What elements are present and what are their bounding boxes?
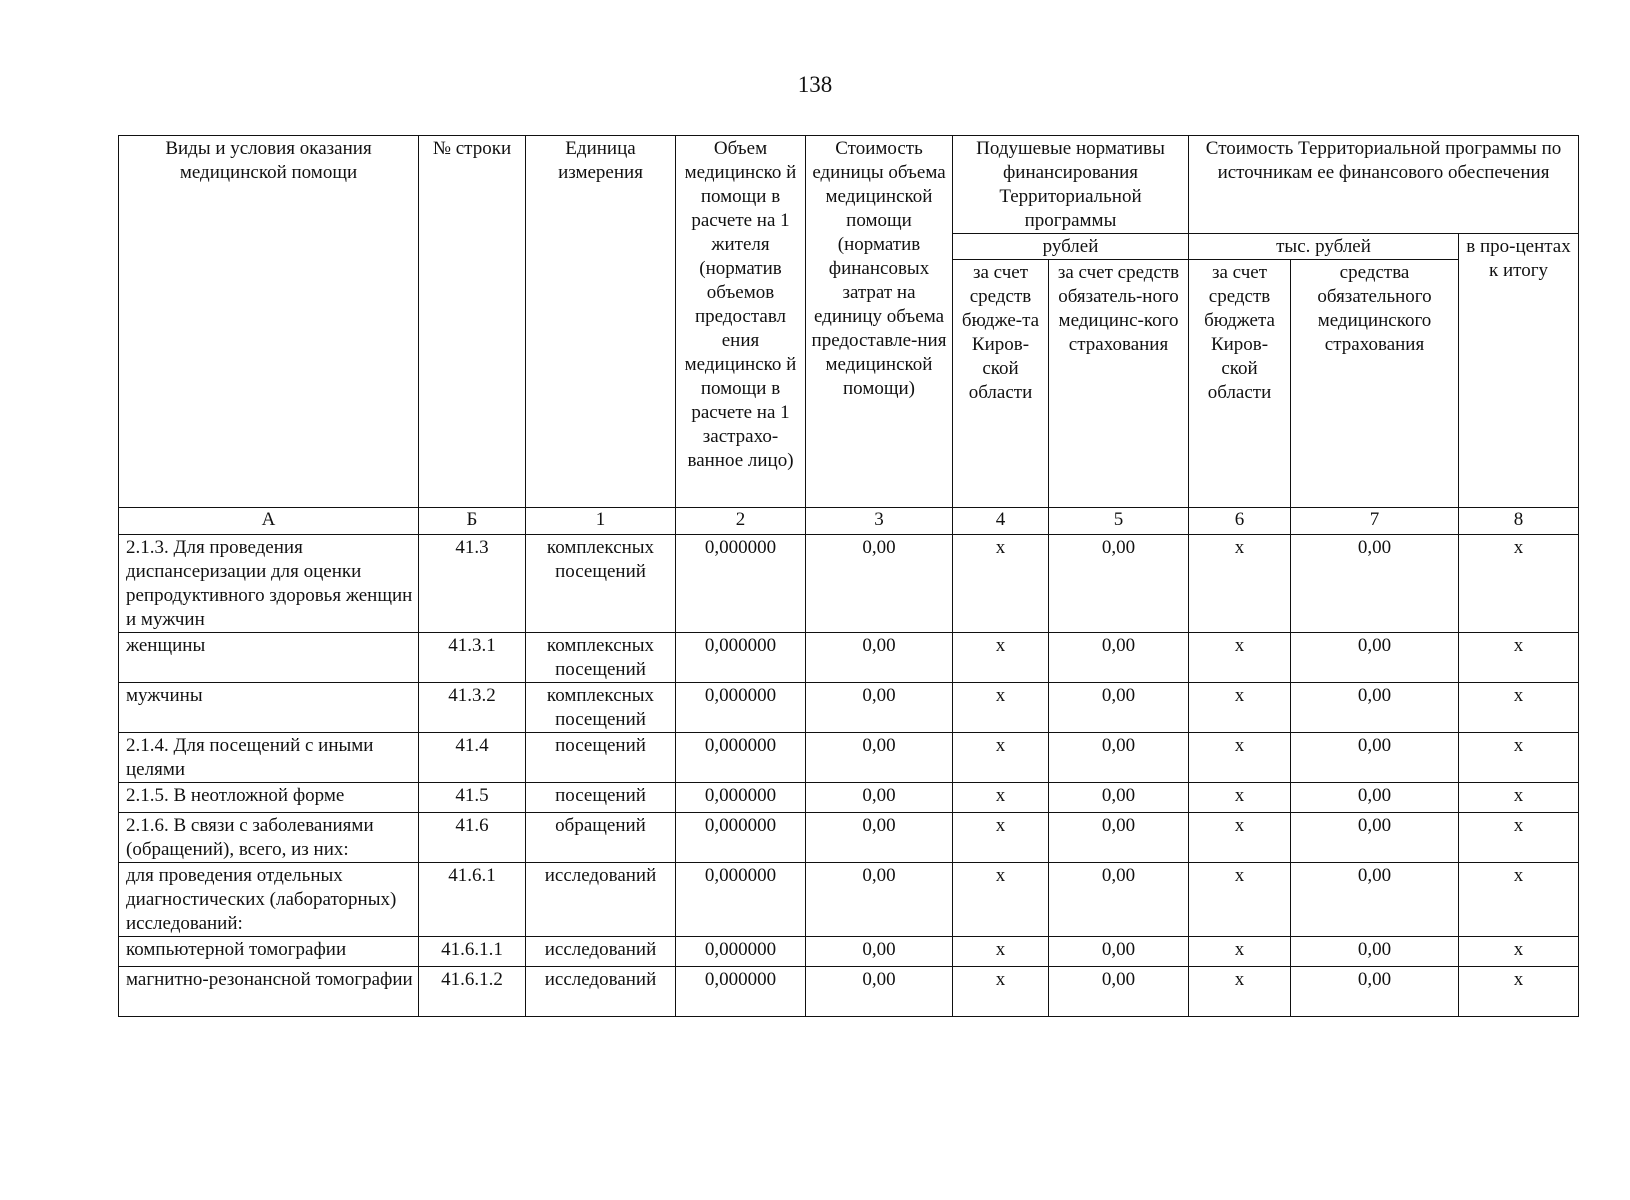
row-percent: х — [1459, 783, 1579, 813]
header-per-capita-norms: Подушевые нормативы финансирования Территориальной программы — [953, 136, 1189, 234]
row-name: 2.1.6. В связи с заболеваниями (обращений), всего, из них: — [119, 813, 419, 863]
row-oms-norm: 0,00 — [1049, 733, 1189, 783]
table-row — [119, 535, 1579, 633]
row-budget-cost: х — [1189, 937, 1291, 967]
row-line-number: 41.6.1 — [419, 863, 526, 937]
header-rubles: рублей — [953, 234, 1189, 260]
row-unit-cost: 0,00 — [806, 535, 953, 633]
row-line-number: 41.4 — [419, 733, 526, 783]
row-percent: х — [1459, 967, 1579, 1017]
row-unit: исследований — [526, 863, 676, 937]
column-index-row — [119, 508, 1579, 535]
row-volume: 0,000000 — [676, 733, 806, 783]
column-index-cell: 1 — [526, 508, 676, 535]
row-unit-cost: 0,00 — [806, 937, 953, 967]
row-oms-norm: 0,00 — [1049, 967, 1189, 1017]
table-row — [119, 937, 1579, 967]
row-oms-norm: 0,00 — [1049, 937, 1189, 967]
header-types-conditions: Виды и условия оказания медицинской помощи — [119, 136, 419, 508]
row-name: 2.1.3. Для проведения диспансеризации для оценки репродуктивного здоровья женщин и мужчин — [119, 535, 419, 633]
header-oms-norm: за счет средств обязатель-ного медицинс-кого страхования — [1049, 260, 1189, 508]
row-unit-cost: 0,00 — [806, 813, 953, 863]
header-percent-total: в про-центах к итогу — [1459, 234, 1579, 508]
row-unit: обращений — [526, 813, 676, 863]
header-regional-budget-norm: за счет средств бюдже-та Киров-ской области — [953, 260, 1049, 508]
header-regional-budget-cost: за счет средств бюджета Киров-ской области — [1189, 260, 1291, 508]
row-name: компьютерной томографии — [119, 937, 419, 967]
row-unit: комплексных посещений — [526, 633, 676, 683]
row-line-number: 41.3 — [419, 535, 526, 633]
row-line-number: 41.6.1.1 — [419, 937, 526, 967]
row-line-number: 41.3.1 — [419, 633, 526, 683]
row-budget-norm: х — [953, 535, 1049, 633]
row-budget-cost: х — [1189, 813, 1291, 863]
row-budget-norm: х — [953, 783, 1049, 813]
row-volume: 0,000000 — [676, 683, 806, 733]
column-index-cell: 3 — [806, 508, 953, 535]
row-budget-cost: х — [1189, 683, 1291, 733]
column-index-cell: 6 — [1189, 508, 1291, 535]
row-volume: 0,000000 — [676, 967, 806, 1017]
row-line-number: 41.5 — [419, 783, 526, 813]
row-volume: 0,000000 — [676, 535, 806, 633]
row-budget-cost: х — [1189, 633, 1291, 683]
row-oms-cost: 0,00 — [1291, 967, 1459, 1017]
row-budget-cost: х — [1189, 967, 1291, 1017]
row-percent: х — [1459, 683, 1579, 733]
row-unit: исследований — [526, 937, 676, 967]
row-budget-cost: х — [1189, 733, 1291, 783]
row-unit-cost: 0,00 — [806, 733, 953, 783]
row-oms-cost: 0,00 — [1291, 633, 1459, 683]
row-unit: комплексных посещений — [526, 683, 676, 733]
row-percent: х — [1459, 813, 1579, 863]
table-row — [119, 733, 1579, 783]
row-volume: 0,000000 — [676, 937, 806, 967]
row-budget-cost: х — [1189, 863, 1291, 937]
row-oms-cost: 0,00 — [1291, 783, 1459, 813]
table-body — [119, 535, 1579, 1017]
row-oms-norm: 0,00 — [1049, 535, 1189, 633]
row-line-number: 41.3.2 — [419, 683, 526, 733]
column-index-cell: А — [119, 508, 419, 535]
row-volume: 0,000000 — [676, 783, 806, 813]
row-volume: 0,000000 — [676, 863, 806, 937]
row-oms-cost: 0,00 — [1291, 863, 1459, 937]
table-row — [119, 633, 1579, 683]
row-name: 2.1.5. В неотложной форме — [119, 783, 419, 813]
row-oms-norm: 0,00 — [1049, 633, 1189, 683]
table-row — [119, 863, 1579, 937]
row-budget-norm: х — [953, 813, 1049, 863]
row-unit-cost: 0,00 — [806, 783, 953, 813]
row-budget-norm: х — [953, 633, 1049, 683]
column-index-cell: Б — [419, 508, 526, 535]
row-unit-cost: 0,00 — [806, 863, 953, 937]
column-index-cell: 2 — [676, 508, 806, 535]
row-unit-cost: 0,00 — [806, 683, 953, 733]
header-thousand-rubles: тыс. рублей — [1189, 234, 1459, 260]
row-oms-cost: 0,00 — [1291, 733, 1459, 783]
row-unit: посещений — [526, 783, 676, 813]
table-row — [119, 967, 1579, 1017]
row-oms-norm: 0,00 — [1049, 813, 1189, 863]
header-volume: Объем медицинско й помощи в расчете на 1 жителя (норматив объемов предоставл ения медицинско й помощи в расчете на 1 застрахо-ванное лицо) — [676, 136, 806, 508]
row-line-number: 41.6.1.2 — [419, 967, 526, 1017]
row-percent: х — [1459, 937, 1579, 967]
header-program-cost: Стоимость Территориальной программы по источникам ее финансового обеспечения — [1189, 136, 1579, 234]
row-percent: х — [1459, 863, 1579, 937]
table-header — [119, 136, 1579, 508]
row-budget-norm: х — [953, 863, 1049, 937]
row-name: 2.1.4. Для посещений с иными целями — [119, 733, 419, 783]
row-unit: исследований — [526, 967, 676, 1017]
row-oms-cost: 0,00 — [1291, 683, 1459, 733]
row-budget-norm: х — [953, 937, 1049, 967]
row-name: магнитно-резонансной томографии — [119, 967, 419, 1017]
row-unit: посещений — [526, 733, 676, 783]
row-oms-norm: 0,00 — [1049, 683, 1189, 733]
row-unit-cost: 0,00 — [806, 967, 953, 1017]
row-unit: комплексных посещений — [526, 535, 676, 633]
header-unit: Единица измерения — [526, 136, 676, 508]
row-budget-norm: х — [953, 733, 1049, 783]
header-unit-cost: Стоимость единицы объема медицинской помощи (норматив финансовых затрат на единицу объема предоставле-ния медицинской помощи) — [806, 136, 953, 508]
row-oms-norm: 0,00 — [1049, 783, 1189, 813]
row-oms-cost: 0,00 — [1291, 813, 1459, 863]
row-line-number: 41.6 — [419, 813, 526, 863]
row-budget-cost: х — [1189, 783, 1291, 813]
page-number: 138 — [797, 72, 833, 97]
row-percent: х — [1459, 633, 1579, 683]
row-oms-cost: 0,00 — [1291, 535, 1459, 633]
table-row — [119, 813, 1579, 863]
row-percent: х — [1459, 535, 1579, 633]
row-name: мужчины — [119, 683, 419, 733]
column-index-cell: 8 — [1459, 508, 1579, 535]
row-oms-norm: 0,00 — [1049, 863, 1189, 937]
row-unit-cost: 0,00 — [806, 633, 953, 683]
column-index-cell: 7 — [1291, 508, 1459, 535]
row-budget-norm: х — [953, 967, 1049, 1017]
header-line-number: № строки — [419, 136, 526, 508]
row-percent: х — [1459, 733, 1579, 783]
column-index-cell: 4 — [953, 508, 1049, 535]
row-oms-cost: 0,00 — [1291, 937, 1459, 967]
row-budget-norm: х — [953, 683, 1049, 733]
table-row — [119, 783, 1579, 813]
row-volume: 0,000000 — [676, 813, 806, 863]
financing-table — [118, 135, 1579, 1017]
header-oms-cost: средства обязательного медицинского страхования — [1291, 260, 1459, 508]
row-name: женщины — [119, 633, 419, 683]
row-name: для проведения отдельных диагностических (лабораторных) исследований: — [119, 863, 419, 937]
row-budget-cost: х — [1189, 535, 1291, 633]
table-row — [119, 683, 1579, 733]
row-volume: 0,000000 — [676, 633, 806, 683]
column-index-cell: 5 — [1049, 508, 1189, 535]
